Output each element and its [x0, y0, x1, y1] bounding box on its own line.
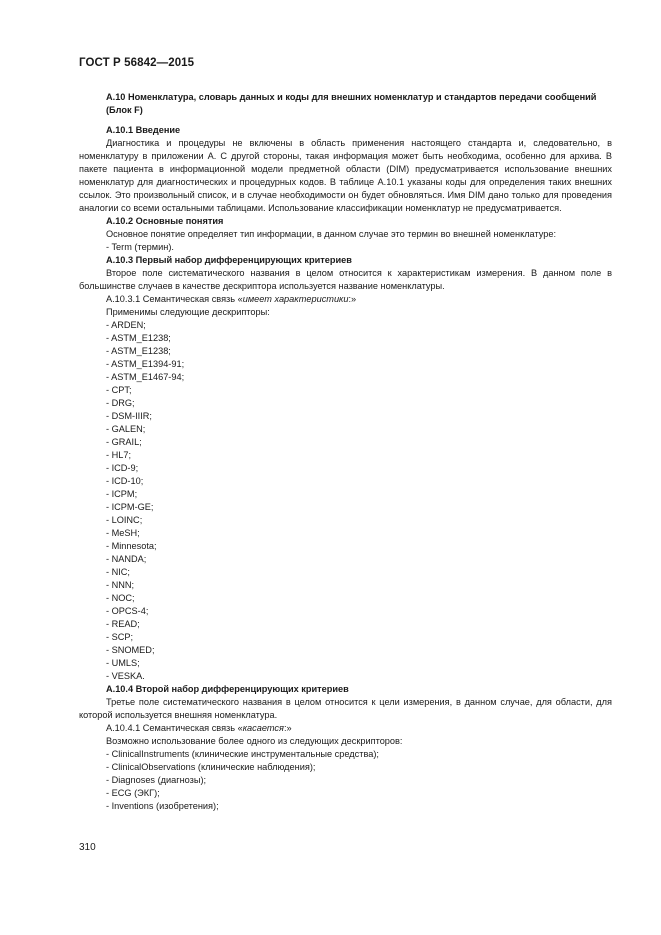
list-item: - READ; [106, 619, 140, 629]
section-title: А.10 Номенклатура, словарь данных и коды для внешних номенклатур и стандартов передачи сообщений (Блок F) [106, 92, 597, 115]
subsection-heading-intro: А.10.1 Введение [106, 125, 181, 135]
subsection-heading-first-criteria: А.10.3 Первый набор дифференцирующих критериев [106, 255, 352, 265]
list-item: - VESKA. [106, 671, 145, 681]
list-item: - ICPM; [106, 489, 138, 499]
semantic-relation-characteristics: А.10.3.1 Семантическая связь «имеет характеристики:» [106, 294, 357, 304]
list-item: - ASTM_E1238; [106, 346, 171, 356]
descriptor-intro: Возможно использование более одного из следующих дескрипторов: [106, 736, 403, 746]
paragraph-intro: Диагностика и процедуры не включены в область применения настоящего стандарта и, следовательно, в номенклатуру в приложении А. С другой стороны, такая информация может быть необходима, особенно для архива. В пакете пациента в информационной модели предметной области (DIM) предусматривается использование внешних номенклатур для диагностических и процедурных кодов. В таблице А.10.1 указаны коды для определения таких внешних ссылок. Это произвольный список, и в случае необходимости он будет обновляться. Имя DIM дано только для проведения аналогии со всеми остальными таблицами. Использование классификации номенклатур не предусматривается. [79, 138, 612, 213]
list-item: - ECG (ЭКГ); [106, 788, 160, 798]
page-number: 310 [79, 842, 96, 853]
list-item: - Minnesota; [106, 541, 157, 551]
paragraph-second-criteria: Третье поле систематического названия в целом относится к цели измерения, в данном случае, для области, для которой используется внешняя номенклатура. [79, 697, 612, 720]
list-item: - Term (термин). [106, 242, 174, 252]
descriptor-list [79, 319, 612, 683]
list-item: - Inventions (изобретения); [106, 801, 219, 811]
descriptor-list [79, 748, 612, 813]
document-body [79, 91, 612, 813]
list-item: - OPCS-4; [106, 606, 149, 616]
subsection-heading-concepts: А.10.2 Основные понятия [106, 216, 224, 226]
list-item: - LOINC; [106, 515, 143, 525]
list-item: - ICD-10; [106, 476, 144, 486]
list-item: - DRG; [106, 398, 135, 408]
list-item: - UMLS; [106, 658, 140, 668]
standard-header: ГОСТ Р 56842—2015 [79, 57, 195, 69]
list-item: - ClinicalInstruments (клинические инструментальные средства); [106, 749, 379, 759]
descriptor-intro: Применимы следующие дескрипторы: [106, 307, 270, 317]
list-item: - NNN; [106, 580, 135, 590]
list-item: - ASTM_E1394-91; [106, 359, 185, 369]
list-item: - SNOMED; [106, 645, 155, 655]
list-item: - ClinicalObservations (клинические наблюдения); [106, 762, 316, 772]
list-item: - GRAIL; [106, 437, 142, 447]
semantic-relation-concerns: А.10.4.1 Семантическая связь «касается:» [106, 723, 292, 733]
paragraph-concepts: Основное понятие определяет тип информации, в данном случае это термин во внешней номенклатуре: [106, 229, 557, 239]
subsection-heading-second-criteria: А.10.4 Второй набор дифференцирующих критериев [106, 684, 349, 694]
semantic-term: имеет характеристики [242, 294, 349, 304]
list-item: - ASTM_E1238; [106, 333, 171, 343]
paragraph-first-criteria: Второе поле систематического названия в целом относится к характеристикам измерения. В данном поле в большинстве случаев в качестве дескриптора используется название номенклатуры. [79, 268, 612, 291]
list-item: - HL7; [106, 450, 132, 460]
list-item: - ASTM_E1467-94; [106, 372, 185, 382]
list-item: - ICD-9; [106, 463, 139, 473]
list-item: - NOC; [106, 593, 135, 603]
list-item: - MeSH; [106, 528, 140, 538]
list-item: - ARDEN; [106, 320, 146, 330]
list-item: - NANDA; [106, 554, 147, 564]
list-item: - DSM-IIIR; [106, 411, 152, 421]
list-item: - GALEN; [106, 424, 146, 434]
semantic-term: касается [242, 723, 284, 733]
list-item: - NIC; [106, 567, 130, 577]
list-item: - ICPM-GE; [106, 502, 154, 512]
list-item: - Diagnoses (диагнозы); [106, 775, 207, 785]
list-item: - SCP; [106, 632, 134, 642]
list-item: - CPT; [106, 385, 132, 395]
